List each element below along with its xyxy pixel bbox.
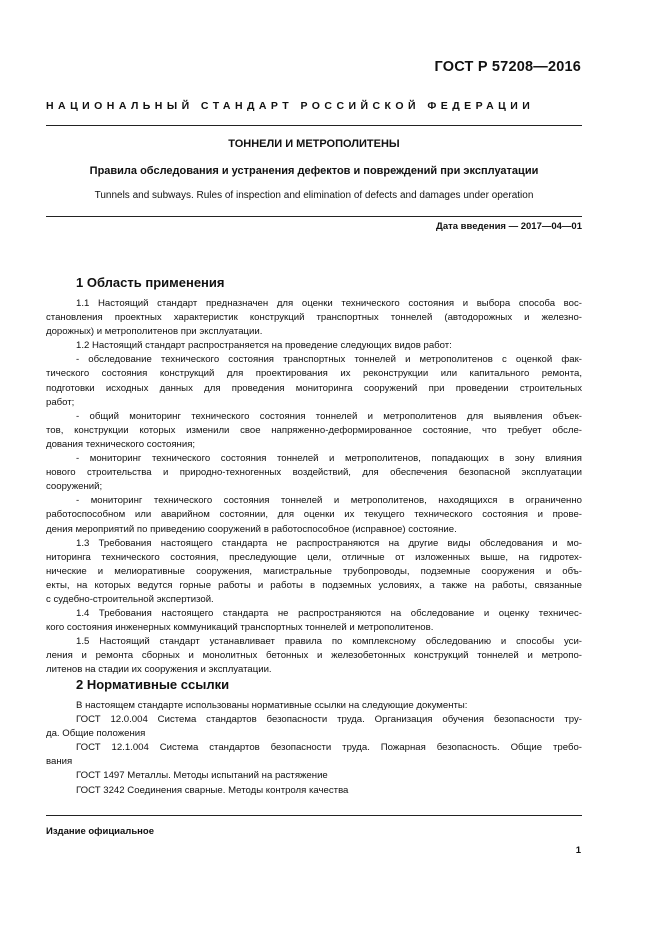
text-line: 1.2 Настоящий стандарт распространяется на проведение следующих видов работ: xyxy=(76,340,452,352)
text-line: ления и ремонта сборных и монолитных бетонных и железобетонных конструкций тоннелей и метропо- xyxy=(46,650,582,662)
text-line: подготовки исходных данных для проведения мониторинга сооружений при проведении строительных xyxy=(46,382,582,394)
text-line: нические и мелиоративные сооружения, магистральные трубопроводы, подземные сооружения и объ- xyxy=(46,565,582,577)
text-line: В настоящем стандарте использованы нормативные ссылки на следующие документы: xyxy=(76,700,468,711)
text-line: да. Общие положения xyxy=(46,728,146,740)
text-line: дования технического состояния; xyxy=(46,438,196,450)
section-heading-references: 2 Нормативные ссылки xyxy=(76,677,230,692)
section-body-references xyxy=(46,699,582,798)
section-body-scope xyxy=(46,297,582,678)
text-line: - общий мониторинг технического состояния тоннелей и метрополитенов для выявления объек- xyxy=(76,410,582,422)
text-line: ГОСТ 12.1.004 Система стандартов безопасности труда. Пожарная безопасность. Общие требо- xyxy=(76,742,582,754)
section-heading-scope: 1 Область применения xyxy=(76,275,225,290)
english-title: Tunnels and subways. Rules of inspection and elimination of defects and damages under operation xyxy=(94,190,534,201)
text-line: - обследование технического состояния транспортных тоннелей и метрополитенов с оценкой фак- xyxy=(76,354,582,366)
text-line: - мониторинг технического состояния тоннелей и метрополитенов, находящихся в ограниченно xyxy=(76,495,582,507)
text-line: ГОСТ 1497 Металлы. Методы испытаний на растяжение xyxy=(76,770,328,782)
text-line: 1.3 Требования настоящего стандарта не распространяются на другие виды обследования и мо- xyxy=(76,537,582,549)
text-line: кого состояния инженерных коммуникаций транспортных тоннелей и метрополитенов. xyxy=(46,622,434,634)
text-line: с судебно-строительной экспертизой. xyxy=(46,593,214,605)
text-line: 1.1 Настоящий стандарт предназначен для оценки технического состояния и выбора способа вос- xyxy=(76,298,582,309)
header-divider xyxy=(46,125,582,126)
text-line: ниторинга технического состояния, преследующие цели, отличные от изложенных выше, на гидротех- xyxy=(46,551,582,563)
text-line: 1.5 Настоящий стандарт устанавливает правила по комплексному обследованию и способы уси- xyxy=(76,636,582,648)
text-line: тического состояния конструкций для проектирования их реконструкции или капитального ремонта, xyxy=(46,368,582,380)
page-number: 1 xyxy=(575,845,581,856)
standard-number: ГОСТ Р 57208—2016 xyxy=(434,59,581,75)
title-divider xyxy=(46,216,582,217)
document-subtitle: Правила обследования и устранения дефектов и повреждений при эксплуатации xyxy=(89,165,539,177)
text-line: екты, на которых ведутся горные работы и работы в подземных условиях, а также на работы, связанные xyxy=(46,579,582,591)
text-line: литенов на стадии их сооружения и эксплуатации. xyxy=(46,664,272,676)
text-line: - мониторинг технического состояния тоннелей и метрополитенов, попадающих в зону влияния xyxy=(76,453,582,465)
text-line: сооружений; xyxy=(46,481,103,493)
text-line: нового строительства и природно-техногенных воздействий, для обеспечения безопасной эксплуатации xyxy=(46,467,582,479)
national-standard-banner: НАЦИОНАЛЬНЫЙ СТАНДАРТ РОССИЙСКОЙ ФЕДЕРАЦИИ xyxy=(46,100,535,112)
footer-divider xyxy=(46,815,582,816)
text-line: дорожных) и метрополитенов при эксплуатации. xyxy=(46,326,263,338)
text-line: дения мероприятий по приведению сооружений в работоспособное (исправное) состояние. xyxy=(46,523,457,535)
text-line: 1.4 Требования настоящего стандарта не распространяются на обследование и оценку техничес- xyxy=(76,608,582,620)
document-title: ТОННЕЛИ И МЕТРОПОЛИТЕНЫ xyxy=(228,138,400,150)
text-line: работ; xyxy=(46,396,75,408)
text-line: ГОСТ 3242 Соединения сварные. Методы контроля качества xyxy=(76,784,349,796)
text-line: вания xyxy=(46,756,73,768)
text-line: тов, конструкции которых изменили свое напряженно-деформированное состояние, что требует обсле- xyxy=(46,424,582,436)
text-line: работоспособном или аварийном состоянии, для оценки их текущего технического состояния и прове- xyxy=(46,509,582,521)
introduction-date: Дата введения — 2017—04—01 xyxy=(436,221,582,232)
text-line: становления проектных характеристик конструкций транспортных тоннелей (автодорожных и железно- xyxy=(46,312,582,324)
edition-label: Издание официальное xyxy=(46,826,154,837)
text-line: ГОСТ 12.0.004 Система стандартов безопасности труда. Организация обучения безопасности тру- xyxy=(76,714,582,726)
